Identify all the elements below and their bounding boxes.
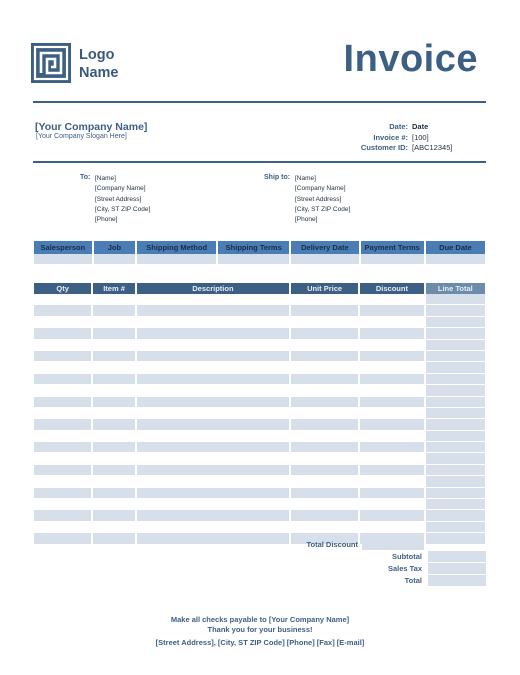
table-cell[interactable] bbox=[291, 374, 358, 385]
table-cell[interactable] bbox=[426, 510, 485, 521]
invoice-number-value: [100] bbox=[412, 132, 429, 142]
col-unit-price: Unit Price bbox=[291, 283, 358, 294]
table-cell[interactable] bbox=[426, 294, 485, 305]
table-cell[interactable] bbox=[34, 294, 91, 305]
table-cell[interactable] bbox=[360, 476, 423, 487]
table-cell[interactable] bbox=[360, 488, 423, 499]
footer-payable: Make all checks payable to [Your Company Name] bbox=[170, 615, 350, 624]
ship-to-line: [City, ST ZIP Code] bbox=[295, 205, 351, 213]
table-row[interactable] bbox=[34, 294, 485, 305]
table-cell[interactable] bbox=[426, 408, 485, 419]
logo-line-2: Name bbox=[79, 65, 119, 81]
ship-to-line: [Street Address] bbox=[295, 195, 342, 203]
table-cell[interactable] bbox=[137, 294, 289, 305]
table-cell[interactable] bbox=[137, 419, 289, 430]
table-cell[interactable] bbox=[426, 522, 485, 533]
table-cell[interactable] bbox=[360, 351, 423, 362]
table-cell[interactable] bbox=[426, 453, 485, 464]
table-cell[interactable] bbox=[426, 442, 485, 453]
table-cell[interactable] bbox=[291, 419, 358, 430]
table-cell[interactable] bbox=[426, 385, 485, 396]
table-cell[interactable] bbox=[291, 362, 358, 373]
table-cell[interactable] bbox=[137, 533, 289, 544]
col-payment-terms: Payment Terms bbox=[361, 241, 424, 254]
company-name: [Your Company Name] bbox=[35, 121, 148, 133]
table-cell[interactable] bbox=[360, 340, 423, 351]
col-salesperson: Salesperson bbox=[34, 241, 92, 254]
table-cell[interactable] bbox=[93, 340, 135, 351]
table-cell[interactable] bbox=[93, 476, 135, 487]
table-cell[interactable] bbox=[137, 351, 289, 362]
total-field[interactable] bbox=[428, 575, 486, 586]
items-table bbox=[32, 283, 487, 545]
table-cell[interactable] bbox=[291, 453, 358, 464]
table-cell[interactable] bbox=[93, 419, 135, 430]
table-cell[interactable] bbox=[291, 510, 358, 521]
table-cell[interactable] bbox=[93, 453, 135, 464]
table-cell[interactable] bbox=[93, 351, 135, 362]
table-cell[interactable] bbox=[360, 442, 423, 453]
table-cell[interactable] bbox=[137, 488, 289, 499]
table-cell[interactable] bbox=[93, 499, 135, 510]
table-cell[interactable] bbox=[291, 328, 358, 339]
table-cell[interactable] bbox=[426, 374, 485, 385]
col-job: Job bbox=[94, 241, 135, 254]
table-cell[interactable] bbox=[34, 522, 91, 533]
col-due-date: Due Date bbox=[426, 241, 485, 254]
table-cell[interactable] bbox=[426, 328, 485, 339]
table-cell[interactable] bbox=[137, 254, 216, 264]
col-delivery-date: Delivery Date bbox=[291, 241, 358, 254]
table-row[interactable] bbox=[34, 408, 485, 419]
table-cell[interactable] bbox=[361, 254, 424, 264]
table-cell[interactable] bbox=[34, 431, 91, 442]
table-cell[interactable] bbox=[137, 442, 289, 453]
table-cell[interactable] bbox=[360, 419, 423, 430]
table-cell[interactable] bbox=[426, 362, 485, 373]
table-row[interactable] bbox=[34, 351, 485, 362]
divider-mid bbox=[33, 161, 486, 163]
table-row[interactable] bbox=[34, 385, 485, 396]
table-row[interactable] bbox=[34, 465, 485, 476]
table-cell[interactable] bbox=[34, 351, 91, 362]
table-cell[interactable] bbox=[137, 510, 289, 521]
date-label: Date: bbox=[389, 122, 408, 131]
table-cell[interactable] bbox=[360, 385, 423, 396]
table-cell[interactable] bbox=[291, 522, 358, 533]
customer-id-value: [ABC12345] bbox=[412, 143, 453, 152]
table-cell[interactable] bbox=[291, 294, 358, 305]
invoice-meta bbox=[340, 122, 460, 154]
table-cell[interactable] bbox=[360, 408, 423, 419]
table-cell[interactable] bbox=[93, 385, 135, 396]
table-cell[interactable] bbox=[291, 465, 358, 476]
table-cell[interactable] bbox=[34, 317, 91, 328]
table-cell[interactable] bbox=[34, 453, 91, 464]
table-cell[interactable] bbox=[93, 488, 135, 499]
table-cell[interactable] bbox=[218, 254, 289, 264]
table-cell[interactable] bbox=[291, 305, 358, 316]
ship-to-line: [Name] bbox=[295, 175, 316, 182]
company-slogan: [Your Company Slogan Here] bbox=[36, 133, 127, 140]
table-cell[interactable] bbox=[34, 408, 91, 419]
table-cell[interactable] bbox=[291, 254, 358, 264]
table-cell[interactable] bbox=[360, 397, 423, 408]
col-line-total: Line Total bbox=[426, 283, 485, 294]
table-cell[interactable] bbox=[94, 254, 135, 264]
table-row[interactable] bbox=[34, 499, 485, 510]
table-cell[interactable] bbox=[137, 397, 289, 408]
sales-tax-label: Sales Tax bbox=[387, 564, 422, 573]
table-cell[interactable] bbox=[291, 408, 358, 419]
ship-to-line: [Phone] bbox=[295, 216, 318, 224]
table-cell[interactable] bbox=[291, 340, 358, 351]
table-cell[interactable] bbox=[137, 476, 289, 487]
table-cell[interactable] bbox=[137, 431, 289, 442]
col-shipping-method: Shipping Method bbox=[137, 241, 216, 254]
customer-id-label: Customer ID: bbox=[360, 143, 408, 152]
table-cell[interactable] bbox=[34, 328, 91, 339]
to-line: [Company Name] bbox=[95, 185, 146, 193]
table-cell[interactable] bbox=[426, 465, 485, 476]
table-cell[interactable] bbox=[137, 522, 289, 533]
subtotal-label: Subtotal bbox=[392, 552, 422, 561]
table-cell[interactable] bbox=[93, 294, 135, 305]
table-cell[interactable] bbox=[291, 351, 358, 362]
table-cell[interactable] bbox=[34, 362, 91, 373]
table-row[interactable] bbox=[34, 340, 485, 351]
table-cell[interactable] bbox=[34, 488, 91, 499]
table-cell[interactable] bbox=[137, 465, 289, 476]
ship-to-label: Ship to: bbox=[264, 174, 291, 181]
table-cell[interactable] bbox=[93, 465, 135, 476]
invoice-number-label: Invoice #: bbox=[373, 132, 408, 142]
table-cell[interactable] bbox=[426, 476, 485, 487]
table-cell[interactable] bbox=[426, 431, 485, 442]
footer-contact: [Street Address], [City, ST ZIP Code] [Phone] [Fax] [E-mail] bbox=[155, 638, 365, 647]
table-cell[interactable] bbox=[291, 397, 358, 408]
shipping-data-row[interactable] bbox=[34, 254, 485, 264]
table-cell[interactable] bbox=[360, 317, 423, 328]
table-cell[interactable] bbox=[291, 499, 358, 510]
to-line: [City, ST ZIP Code] bbox=[95, 205, 151, 213]
table-cell[interactable] bbox=[360, 362, 423, 373]
table-cell[interactable] bbox=[137, 408, 289, 419]
table-cell[interactable] bbox=[34, 476, 91, 487]
table-cell[interactable] bbox=[137, 328, 289, 339]
table-cell[interactable] bbox=[137, 374, 289, 385]
table-cell[interactable] bbox=[426, 254, 485, 264]
table-cell[interactable] bbox=[93, 305, 135, 316]
items-body bbox=[34, 294, 485, 545]
table-cell[interactable] bbox=[426, 351, 485, 362]
ship-to-line: [Company Name] bbox=[295, 185, 346, 193]
table-cell[interactable] bbox=[34, 254, 92, 264]
table-cell[interactable] bbox=[360, 453, 423, 464]
total-label: Total bbox=[404, 576, 422, 585]
table-row[interactable] bbox=[34, 476, 485, 487]
col-description: Description bbox=[137, 283, 289, 294]
table-cell[interactable] bbox=[34, 385, 91, 396]
table-cell[interactable] bbox=[93, 374, 135, 385]
table-row[interactable] bbox=[34, 442, 485, 453]
divider-top bbox=[33, 101, 486, 103]
col-qty: Qty bbox=[34, 283, 91, 294]
table-cell[interactable] bbox=[93, 510, 135, 521]
to-address bbox=[95, 174, 150, 225]
total-discount-field[interactable] bbox=[362, 539, 424, 550]
table-row[interactable] bbox=[34, 328, 485, 339]
col-item-number: Item # bbox=[93, 283, 135, 294]
table-cell[interactable] bbox=[34, 305, 91, 316]
table-cell[interactable] bbox=[34, 510, 91, 521]
logo-name bbox=[79, 46, 119, 82]
table-cell[interactable] bbox=[137, 385, 289, 396]
table-cell[interactable] bbox=[360, 294, 423, 305]
sales-tax-field[interactable] bbox=[428, 563, 486, 574]
date-value: Date bbox=[412, 122, 429, 131]
shipping-table bbox=[32, 241, 487, 264]
table-cell[interactable] bbox=[426, 397, 485, 408]
shipping-header-row bbox=[34, 241, 485, 254]
totals-block bbox=[286, 539, 486, 589]
table-cell[interactable] bbox=[137, 340, 289, 351]
subtotal-field[interactable] bbox=[428, 551, 486, 562]
table-cell[interactable] bbox=[360, 522, 423, 533]
table-cell[interactable] bbox=[34, 374, 91, 385]
table-cell[interactable] bbox=[291, 385, 358, 396]
table-cell[interactable] bbox=[34, 442, 91, 453]
table-cell[interactable] bbox=[360, 499, 423, 510]
footer-thanks: Thank you for your business! bbox=[207, 625, 313, 634]
table-cell[interactable] bbox=[360, 374, 423, 385]
table-cell[interactable] bbox=[426, 499, 485, 510]
table-row[interactable] bbox=[34, 374, 485, 385]
table-cell[interactable] bbox=[426, 488, 485, 499]
table-row[interactable] bbox=[34, 397, 485, 408]
table-cell[interactable] bbox=[93, 362, 135, 373]
table-cell[interactable] bbox=[137, 499, 289, 510]
table-cell[interactable] bbox=[93, 397, 135, 408]
table-cell[interactable] bbox=[93, 431, 135, 442]
table-cell[interactable] bbox=[291, 442, 358, 453]
logo-icon bbox=[31, 43, 71, 83]
table-cell[interactable] bbox=[34, 533, 91, 544]
table-row[interactable] bbox=[34, 510, 485, 521]
table-cell[interactable] bbox=[34, 419, 91, 430]
table-row[interactable] bbox=[34, 419, 485, 430]
table-cell[interactable] bbox=[137, 305, 289, 316]
table-cell[interactable] bbox=[34, 465, 91, 476]
table-cell[interactable] bbox=[426, 340, 485, 351]
table-cell[interactable] bbox=[426, 419, 485, 430]
table-cell[interactable] bbox=[137, 453, 289, 464]
table-cell[interactable] bbox=[360, 431, 423, 442]
to-line: [Phone] bbox=[95, 216, 118, 224]
table-cell[interactable] bbox=[93, 533, 135, 544]
table-cell[interactable] bbox=[360, 465, 423, 476]
page-title: Invoice bbox=[343, 38, 478, 80]
table-cell[interactable] bbox=[93, 317, 135, 328]
logo-line-1: Logo bbox=[79, 47, 115, 63]
table-cell[interactable] bbox=[291, 431, 358, 442]
table-cell[interactable] bbox=[34, 499, 91, 510]
to-line: [Street Address] bbox=[95, 195, 142, 203]
table-row[interactable] bbox=[34, 305, 485, 316]
table-cell[interactable] bbox=[426, 305, 485, 316]
table-cell[interactable] bbox=[137, 317, 289, 328]
table-cell[interactable] bbox=[360, 305, 423, 316]
table-row[interactable] bbox=[34, 362, 485, 373]
table-row[interactable] bbox=[34, 317, 485, 328]
table-cell[interactable] bbox=[93, 328, 135, 339]
items-header-row bbox=[34, 283, 485, 294]
table-cell[interactable] bbox=[34, 397, 91, 408]
table-row[interactable] bbox=[34, 453, 485, 464]
table-cell[interactable] bbox=[291, 476, 358, 487]
table-cell[interactable] bbox=[93, 522, 135, 533]
table-cell[interactable] bbox=[93, 442, 135, 453]
table-cell[interactable] bbox=[34, 340, 91, 351]
table-cell[interactable] bbox=[360, 510, 423, 521]
table-cell[interactable] bbox=[137, 362, 289, 373]
table-cell[interactable] bbox=[93, 408, 135, 419]
col-shipping-terms: Shipping Terms bbox=[218, 241, 289, 254]
table-cell[interactable] bbox=[291, 488, 358, 499]
table-cell[interactable] bbox=[426, 317, 485, 328]
table-cell[interactable] bbox=[291, 317, 358, 328]
ship-to-address bbox=[295, 174, 350, 225]
to-label: To: bbox=[80, 174, 91, 181]
table-cell[interactable] bbox=[360, 328, 423, 339]
table-row[interactable] bbox=[34, 522, 485, 533]
table-row[interactable] bbox=[34, 488, 485, 499]
to-line: [Name] bbox=[95, 175, 116, 182]
table-row[interactable] bbox=[34, 431, 485, 442]
col-discount: Discount bbox=[360, 283, 423, 294]
total-discount-label: Total Discount bbox=[306, 540, 358, 549]
